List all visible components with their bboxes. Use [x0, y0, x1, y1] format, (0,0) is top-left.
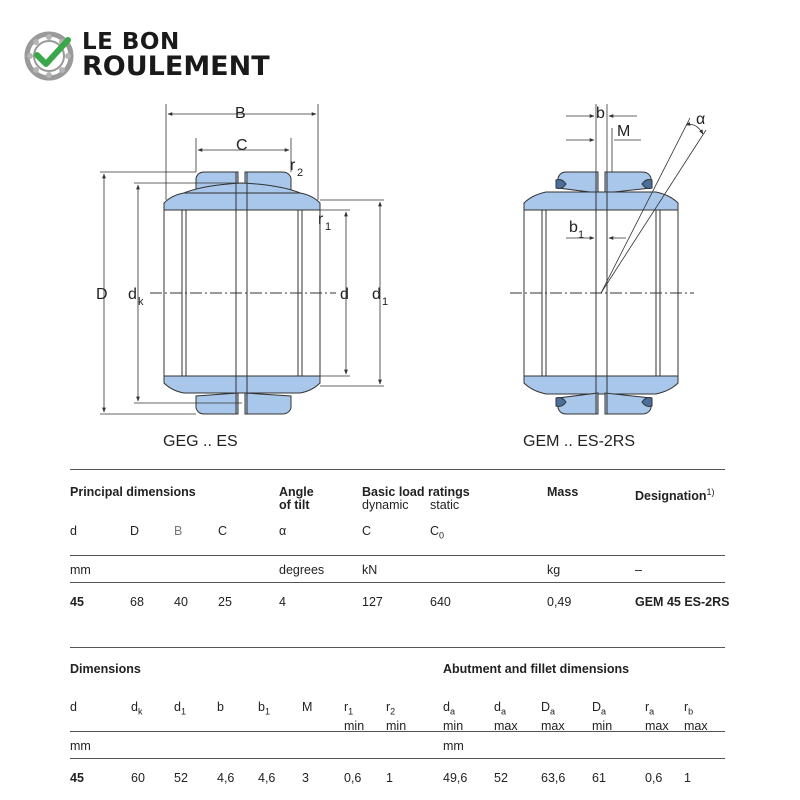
sym-C0: $C_0$	[430, 524, 445, 541]
sym2-da-min: $d_a$ min	[443, 700, 464, 733]
label-d1: d	[372, 286, 381, 303]
val2-Da-min: 61	[592, 771, 606, 785]
caption-gem-es-2rs: GEM .. ES-2RS	[523, 433, 636, 450]
table2-top-rule	[70, 647, 725, 648]
val2-ra: 0,6	[645, 771, 663, 785]
unit2-mm2: mm	[443, 739, 464, 753]
label-r2-sub: 2	[297, 167, 304, 179]
sym2-Da-max: $D_a$ max	[541, 700, 565, 733]
val2-b1: 4,6	[258, 771, 276, 785]
sym2-rb: $r_b$ max	[684, 700, 708, 733]
sym-Cdyn: C	[362, 524, 372, 538]
label-M: M	[617, 123, 631, 140]
caption-geg-es: GEG .. ES	[163, 433, 238, 450]
sym2-ra: $r_a$ max	[645, 700, 669, 733]
hdr-angle1: Angle	[279, 485, 314, 499]
sym-alpha: α	[279, 524, 287, 538]
sym2-M: M	[302, 700, 313, 714]
val-B: 40	[174, 595, 188, 609]
bearing-drawings	[0, 95, 800, 465]
hdr-static: static	[430, 498, 460, 512]
brand-logo	[24, 26, 304, 82]
outer-ring-bottom-left	[196, 393, 238, 414]
label-C: C	[236, 137, 248, 154]
sym-B: B	[174, 524, 183, 538]
sym2-dk: $d_k$	[131, 700, 143, 717]
outer-ring-bottom-right	[245, 393, 291, 414]
val2-Da-max: 63,6	[541, 771, 566, 785]
val-Cdyn: 127	[362, 595, 383, 609]
table2-data-rule	[70, 758, 725, 759]
hdr-designation: Designation$^{1)}$	[635, 487, 715, 504]
val2-r1: 0,6	[344, 771, 362, 785]
hdr-load: Basic load ratings	[362, 485, 470, 499]
sym2-d: d	[70, 700, 77, 714]
brand-line2: ROULEMENT	[82, 51, 270, 82]
label-b1: b	[569, 219, 578, 236]
label-alpha: α	[696, 111, 706, 128]
check-bearing-icon	[24, 28, 78, 82]
val-C0: 640	[430, 595, 451, 609]
hdr-principal: Principal dimensions	[70, 485, 196, 499]
label-r1: r	[318, 211, 324, 228]
sym2-d1: $d_1$	[174, 700, 186, 717]
hdr-dimensions: Dimensions	[70, 662, 141, 676]
unit-mm: mm	[70, 563, 91, 577]
val2-d: 45	[70, 771, 84, 785]
val-D: 68	[130, 595, 144, 609]
label-d: d	[340, 286, 349, 303]
val2-d1: 52	[174, 771, 188, 785]
table2-mid-rule	[70, 731, 725, 732]
val2-r2: 1	[386, 771, 393, 785]
val-d: 45	[70, 595, 84, 609]
val2-b: 4,6	[217, 771, 235, 785]
label-D: D	[96, 286, 108, 303]
table1-top-rule	[70, 469, 725, 470]
val2-da-min: 49,6	[443, 771, 468, 785]
sym-D: D	[130, 524, 140, 538]
label-dk: d	[128, 286, 137, 303]
label-B: B	[235, 105, 246, 122]
unit2-mm1: mm	[70, 739, 91, 753]
table1-data-rule	[70, 582, 725, 583]
sym-C: C	[218, 524, 228, 538]
unit-kn: kN	[362, 563, 378, 577]
sym2-r2: $r_2$ min	[386, 700, 407, 733]
val2-da-max: 52	[494, 771, 508, 785]
val2-dk: 60	[131, 771, 145, 785]
hdr-mass: Mass	[547, 485, 579, 499]
sym2-r1: $r_1$ min	[344, 700, 365, 733]
sym2-b: b	[217, 700, 224, 714]
val2-rb: 1	[684, 771, 691, 785]
val-mass: 0,49	[547, 595, 572, 609]
sym2-da-max: $d_a$ max	[494, 700, 518, 733]
hdr-angle2: of tilt	[279, 498, 310, 512]
label-r2: r	[290, 157, 296, 174]
unit-kg: kg	[547, 563, 561, 577]
sym2-b1: $b_1$	[258, 700, 270, 717]
unit-degrees: degrees	[279, 563, 325, 577]
val-alpha: 4	[279, 595, 286, 609]
gem-es-2rs-drawing	[510, 104, 706, 414]
label-dk-sub: k	[138, 296, 144, 308]
table1-mid-rule	[70, 555, 725, 556]
unit-dash: –	[635, 563, 642, 577]
sym2-Da-min: $D_a$ min	[592, 700, 613, 733]
label-b: b	[596, 105, 605, 122]
label-r1-sub: 1	[325, 221, 332, 233]
label-d1-sub: 1	[382, 296, 389, 308]
val-designation: GEM 45 ES-2RS	[635, 595, 730, 609]
hdr-dynamic: dynamic	[362, 498, 409, 512]
val2-M: 3	[302, 771, 309, 785]
label-b1-sub: 1	[578, 229, 585, 241]
hdr-abutment: Abutment and fillet dimensions	[443, 662, 630, 676]
val-C: 25	[218, 595, 232, 609]
sym-d: d	[70, 524, 77, 538]
brand-line1: LE BON	[82, 29, 180, 55]
